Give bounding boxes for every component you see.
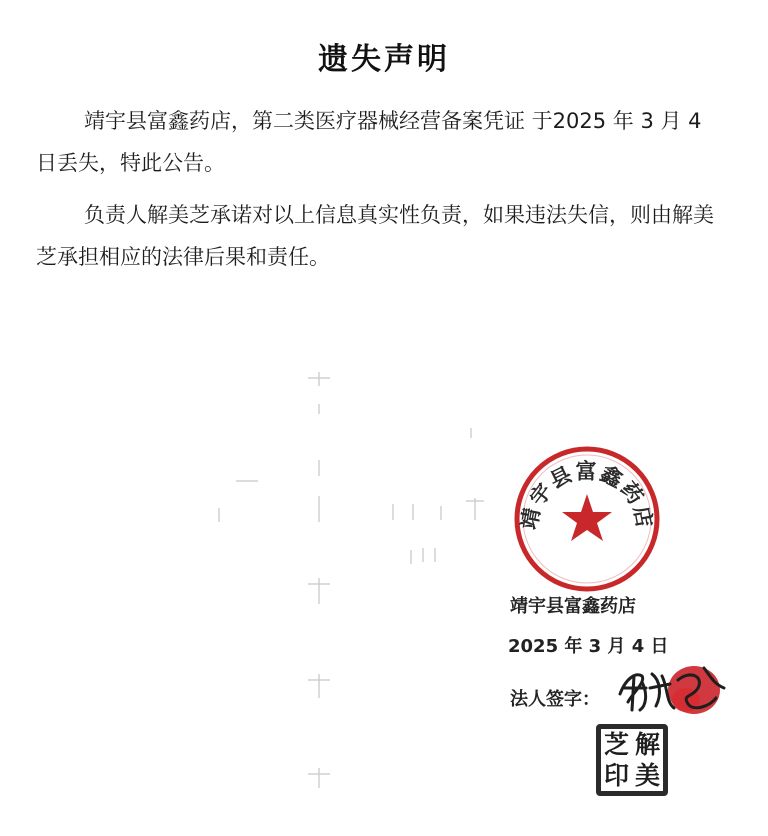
declaration-paragraph-1 xyxy=(36,100,726,184)
declaration-paragraph-2 xyxy=(36,194,726,278)
declaration-text-2: 负责人解美芝承诺对以上信息真实性负责，如果违法失信，则由解美芝承担相应的法律后果和责任。 xyxy=(36,203,714,269)
personal-seal-char: 芝 xyxy=(603,730,629,759)
personal-seal-char: 解 xyxy=(634,730,660,759)
issue-date: 2025 年 3 月 4 日 xyxy=(508,636,669,657)
personal-seal xyxy=(596,724,668,796)
company-seal-graphic xyxy=(512,444,662,594)
personal-seal-char: 美 xyxy=(634,761,660,790)
personal-seal-char: 印 xyxy=(603,761,629,790)
declaration-text-1: 靖宇县富鑫药店，第二类医疗器械经营备案凭证 于2025 年 3 月 4 日丢失，特此公告。 xyxy=(36,109,702,175)
page-title: 遗失声明 xyxy=(318,42,450,77)
signature-label: 法人签字： xyxy=(510,689,600,710)
seal-text: 靖宇县富鑫药店 xyxy=(517,459,657,532)
company-seal xyxy=(512,444,662,594)
company-name: 靖宇县富鑫药店 xyxy=(510,596,636,617)
star-icon xyxy=(562,494,612,541)
handwritten-signature xyxy=(612,654,742,724)
